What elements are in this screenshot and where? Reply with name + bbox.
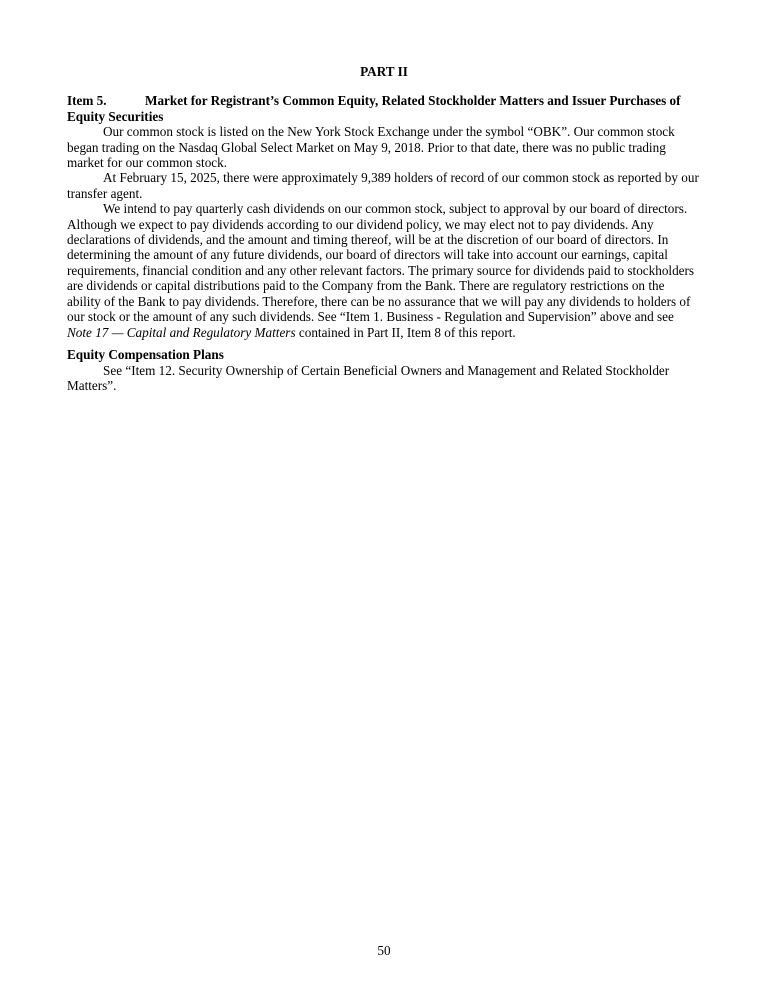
dividend-policy-text: We intend to pay quarterly cash dividends on our common stock, subject to approval by our board of directors. Although we expect to pay dividends according to our dividend policy, we may elect not to pay dividends. Any declarations of dividends, and the amount and timing thereof, will be at the discretion of our board of directors. In determining the amount of any future dividends, our board of directors will take into account our earnings, capital requirements, financial condition and any other relevant factors. The primary source for dividends paid to stockholders are dividends or capital distributions paid to the Company from the Bank. There are regulatory restrictions on the ability of the Bank to pay dividends. Therefore, there can be no assurance that we will pay any dividends to holders of our stock or the amount of any such dividends. See “Item 1. Business - Regulation and Supervision” above and see [67, 201, 695, 325]
paragraph-dividend-policy [67, 201, 701, 340]
document-content [67, 0, 701, 394]
equity-compensation-plans-heading: Equity Compensation Plans [67, 347, 224, 363]
page-number: 50 [377, 943, 391, 958]
part-title: PART II [360, 64, 408, 79]
item5-title: Market for Registrant’s Common Equity, Related Stockholder Matters and Issuer Purchases of Equity Securities [67, 93, 681, 124]
paragraph-holders-of-record: At February 15, 2025, there were approximately 9,389 holders of record of our common stock as reported by our transfer agent. [67, 170, 699, 201]
item5-number: Item 5. [67, 93, 107, 109]
item5-heading [67, 93, 701, 124]
dividend-policy-text-end: contained in Part II, Item 8 of this report. [295, 324, 516, 340]
paragraph-equity-compensation: See “Item 12. Security Ownership of Certain Beneficial Owners and Management and Related Stockholder Matters”. [67, 362, 670, 394]
note17-reference: Note 17 — Capital and Regulatory Matters [67, 324, 296, 340]
paragraph-stock-listing: Our common stock is listed on the New York Stock Exchange under the symbol “OBK”. Our common stock began trading on the Nasdaq Global Select Market on May 9, 2018. Prior to that date, there was no public trading market for our common stock. [67, 124, 675, 171]
